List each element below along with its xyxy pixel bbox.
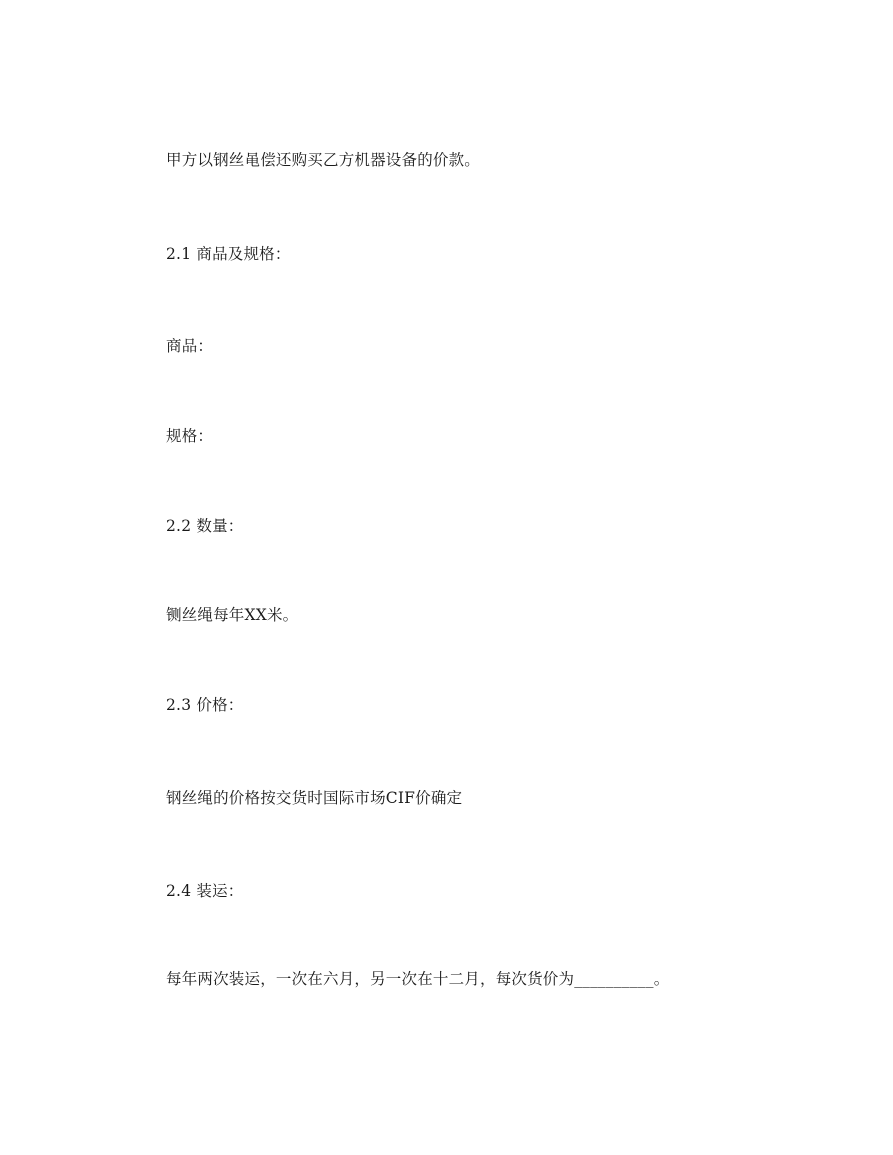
section-heading-goods-spec: 2.1 商品及规格：: [166, 245, 291, 263]
spec-label: 规格：: [166, 427, 214, 445]
quantity-text: 铡丝绳每年XX米。: [166, 606, 299, 624]
price-text: 钢丝绳的价格按交货时国际市场CIF价确定: [166, 789, 463, 807]
section-heading-shipment: 2.4 装运：: [166, 882, 244, 900]
section-heading-quantity: 2.2 数量：: [166, 517, 244, 535]
shipment-text: 每年两次装运，一次在六月，另一次在十二月，每次货价为__________。: [166, 970, 670, 988]
payment-clause: 甲方以钢丝黾偿还购买乙方机器设备的价款。: [166, 151, 481, 169]
section-heading-price: 2.3 价格：: [166, 696, 244, 714]
goods-label: 商品：: [166, 337, 214, 355]
